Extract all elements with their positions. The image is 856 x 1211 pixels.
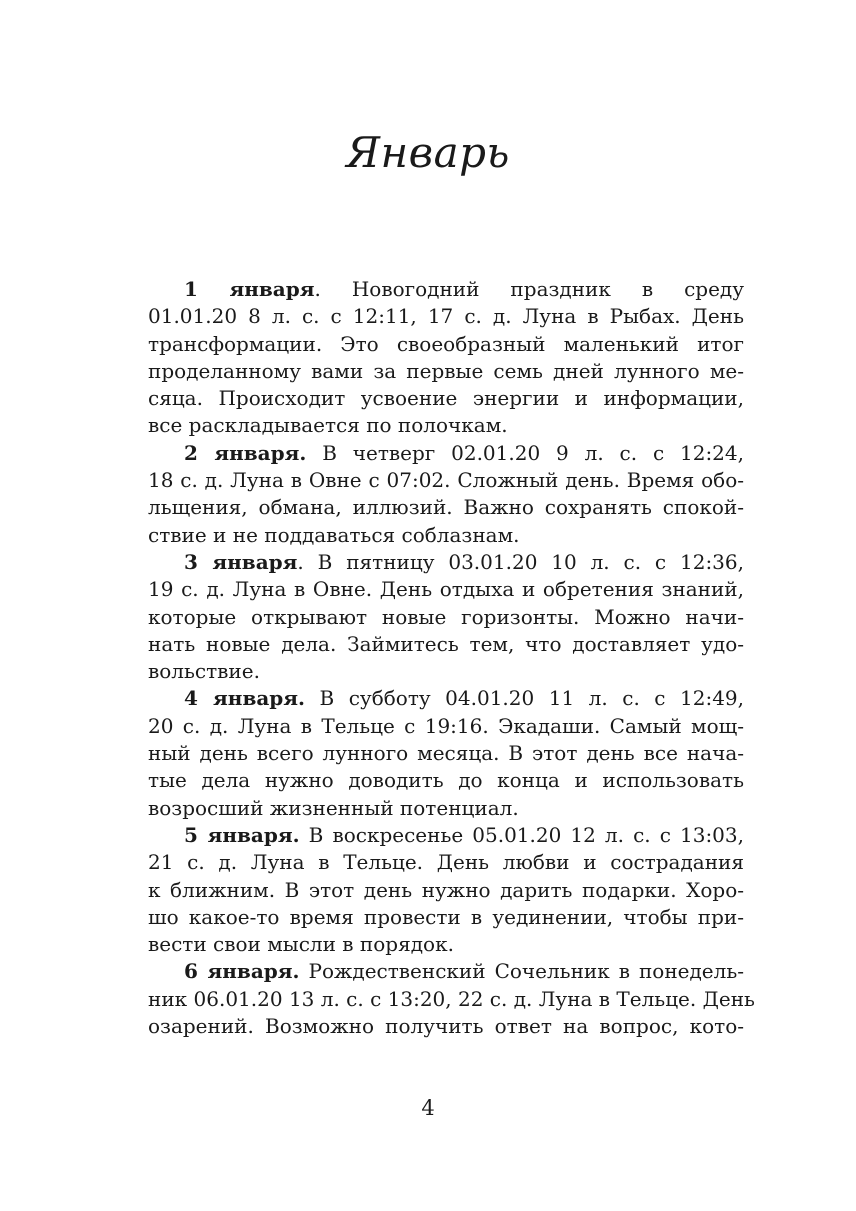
entry-date: 6 января.	[184, 959, 300, 984]
entry	[148, 685, 744, 821]
text-line: трансформации. Это своеобразный маленький итог	[148, 331, 744, 356]
text-line: 21 с. д. Луна в Тельце. День любви и сострадания	[148, 850, 744, 875]
page-number: 4	[421, 1096, 435, 1120]
text-line: озарений. Возможно получить ответ на вопрос, кото-	[148, 1014, 744, 1039]
text-line: 6 января. Рождественский Сочельник в понедель-	[184, 959, 744, 984]
text-line: тые дела нужно доводить до конца и использовать	[148, 768, 744, 793]
text-line: 3 января. В пятницу 03.01.20 10 л. с. с 12:36,	[184, 549, 744, 574]
entry	[148, 276, 744, 440]
text-line: сяца. Происходит усвоение энергии и информации,	[148, 386, 744, 411]
text-line: 1 января. Новогодний праздник в среду	[184, 277, 744, 301]
entry-date: 4 января.	[184, 686, 306, 711]
entry-date: 3 января	[184, 549, 298, 574]
entry	[148, 822, 744, 958]
text-line: все раскладывается по полочкам.	[148, 413, 508, 438]
text-line: 20 с. д. Луна в Тельце с 19:16. Экадаши. Самый мощ-	[148, 713, 744, 738]
entry	[148, 440, 744, 549]
text-line: 19 с. д. Луна в Овне. День отдыха и обретения знаний,	[148, 577, 744, 602]
text-line: нать новые дела. Займитесь тем, что доставляет удо-	[148, 631, 744, 656]
text-line: вольствие.	[148, 659, 260, 684]
text-line: проделанному вами за первые семь дней лунного ме-	[148, 358, 744, 383]
text-line: льщения, обмана, иллюзий. Важно сохранять спокой-	[148, 495, 744, 520]
entry-date: 5 января.	[184, 822, 300, 847]
chapter-title: Январь	[346, 128, 510, 177]
entry-date: 1 января	[184, 277, 315, 301]
body-text	[148, 276, 755, 1040]
text-line: возросший жизненный потенциал.	[148, 795, 519, 820]
text-line: 18 с. д. Луна в Овне с 07:02. Сложный день. Время обо-	[148, 468, 744, 493]
text-line: ствие и не поддаваться соблазнам.	[148, 522, 520, 547]
text-line: ник 06.01.20 13 л. с. с 13:20, 22 с. д. Луна в Тельце. День	[148, 986, 755, 1011]
entry	[148, 549, 744, 685]
text-line: шо какое-то время провести в уединении, чтобы при-	[148, 904, 744, 929]
text-line: которые открывают новые горизонты. Можно начи-	[148, 604, 744, 629]
text-line: к ближним. В этот день нужно дарить подарки. Хоро-	[148, 877, 744, 902]
text-line: 5 января. В воскресенье 05.01.20 12 л. с. с 13:03,	[184, 822, 744, 847]
text-line: ный день всего лунного месяца. В этот день все нача-	[148, 741, 744, 766]
entry	[148, 958, 755, 1040]
text-line: вести свои мысли в порядок.	[148, 932, 454, 957]
text-line: 01.01.20 8 л. с. с 12:11, 17 с. д. Луна в Рыбах. День	[148, 304, 744, 329]
text-line: 4 января. В субботу 04.01.20 11 л. с. с 12:49,	[184, 686, 745, 711]
text-line: 2 января. В четверг 02.01.20 9 л. с. с 12:24,	[184, 440, 744, 465]
entry-date: 2 января.	[184, 440, 307, 465]
